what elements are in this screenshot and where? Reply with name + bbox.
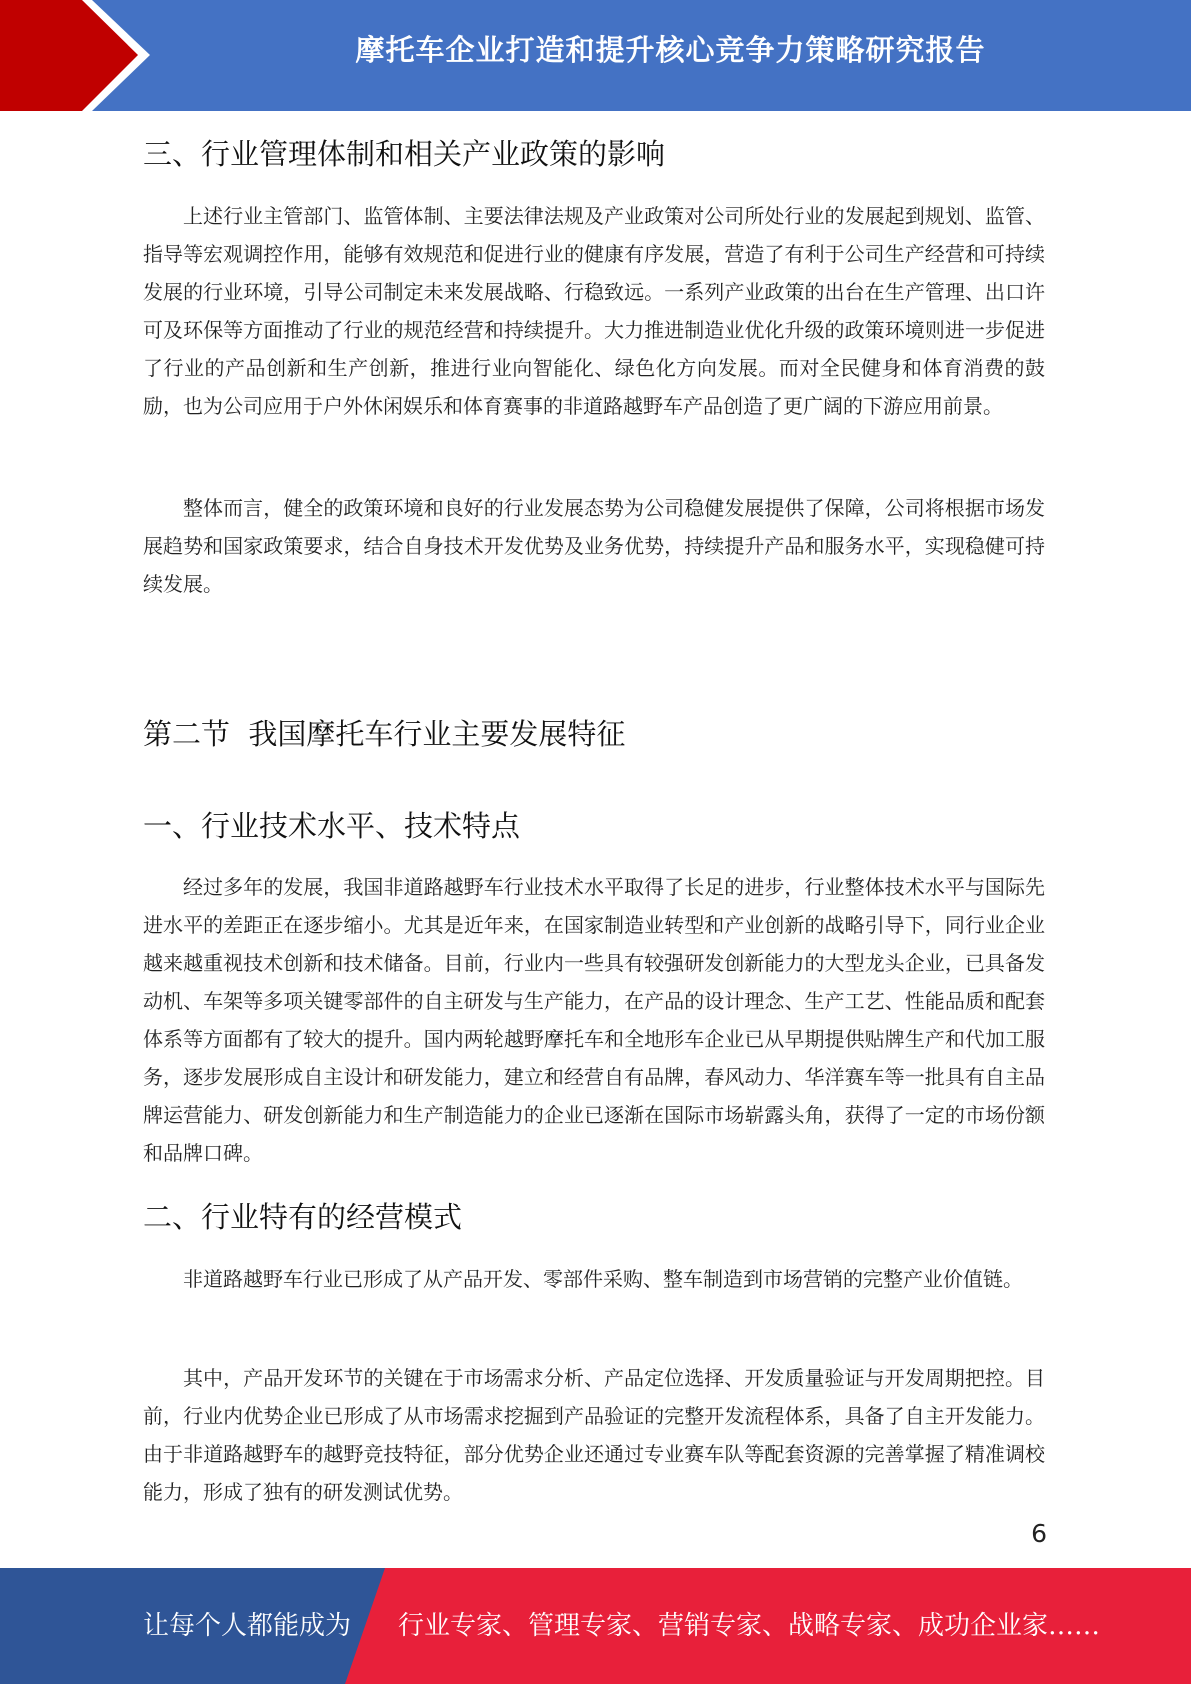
paragraph: 其中，产品开发环节的关键在于市场需求分析、产品定位选择、开发质量验证与开发周期把控。目前，行业内优势企业已形成了从市场需求挖掘到产品验证的完整开发流程体系，具备了自主开发能力。由于非道路越野车的越野竞技特征，部分优势企业还通过专业赛车队等配套资源的完善掌握了精准调校能力，形成了独有的研发测试优势。 — [143, 1366, 1045, 1504]
header-band — [0, 0, 1191, 111]
page-number: 6 — [1031, 1519, 1047, 1548]
paragraph: 经过多年的发展，我国非道路越野车行业技术水平取得了长足的进步，行业整体技术水平与国际先进水平的差距正在逐步缩小。尤其是近年来，在国家制造业转型和产业创新的战略引导下，同行业企业越来越重视技术创新和技术储备。目前，行业内一些具有较强研发创新能力的大型龙头企业，已具备发动机、车架等多项关键零部件的自主研发与生产能力，在产品的设计理念、生产工艺、性能品质和配套体系等方面都有了较大的提升。国内两轮越野摩托车和全地形车企业已从早期提供贴牌生产和代加工服务，逐步发展形成自主设计和研发能力，建立和经营自有品牌，春风动力、华洋赛车等一批具有自主品牌运营能力、研发创新能力和生产制造能力的企业已逐渐在国际市场崭露头角，获得了一定的市场份额和品牌口碑。 — [143, 875, 1045, 1165]
footer-slogan-left: 让每个人都能成为 — [143, 1611, 352, 1641]
section-heading-business-model: 二、行业特有的经营模式 — [143, 1200, 463, 1234]
section-heading-tech-level: 一、行业技术水平、技术特点 — [143, 809, 521, 843]
section-heading-policy-impact: 三、行业管理体制和相关产业政策的影响 — [143, 137, 666, 171]
paragraph: 上述行业主管部门、监管体制、主要法律法规及产业政策对公司所处行业的发展起到规划、监管、指导等宏观调控作用，能够有效规范和促进行业的健康有序发展，营造了有利于公司生产经营和可持续发展的行业环境，引导公司制定未来发展战略、行稳致远。一系列产业政策的出台在生产管理、出口许可及环保等方面推动了行业的规范经营和持续提升。大力推进制造业优化升级的政策环境则进一步促进了行业的产品创新和生产创新，推进行业向智能化、绿色化方向发展。而对全民健身和体育消费的鼓励，也为公司应用于户外休闲娱乐和体育赛事的非道路越野车产品创造了更广阔的下游应用前景。 — [143, 204, 1045, 418]
footer-band — [0, 1568, 1191, 1684]
chapter-heading: 第二节 我国摩托车行业主要发展特征 — [143, 717, 626, 751]
paragraph: 整体而言，健全的政策环境和良好的行业发展态势为公司稳健发展提供了保障，公司将根据市场发展趋势和国家政策要求，结合自身技术开发优势及业务优势，持续提升产品和服务水平，实现稳健可持续发展。 — [143, 496, 1045, 596]
report-title: 摩托车企业打造和提升核心竞争力策略研究报告 — [355, 33, 986, 67]
paragraph: 非道路越野车行业已形成了从产品开发、零部件采购、整车制造到市场营销的完整产业价值链。 — [183, 1267, 1023, 1291]
footer-slogan-right: 行业专家、管理专家、营销专家、战略专家、成功企业家…… — [398, 1611, 1101, 1641]
